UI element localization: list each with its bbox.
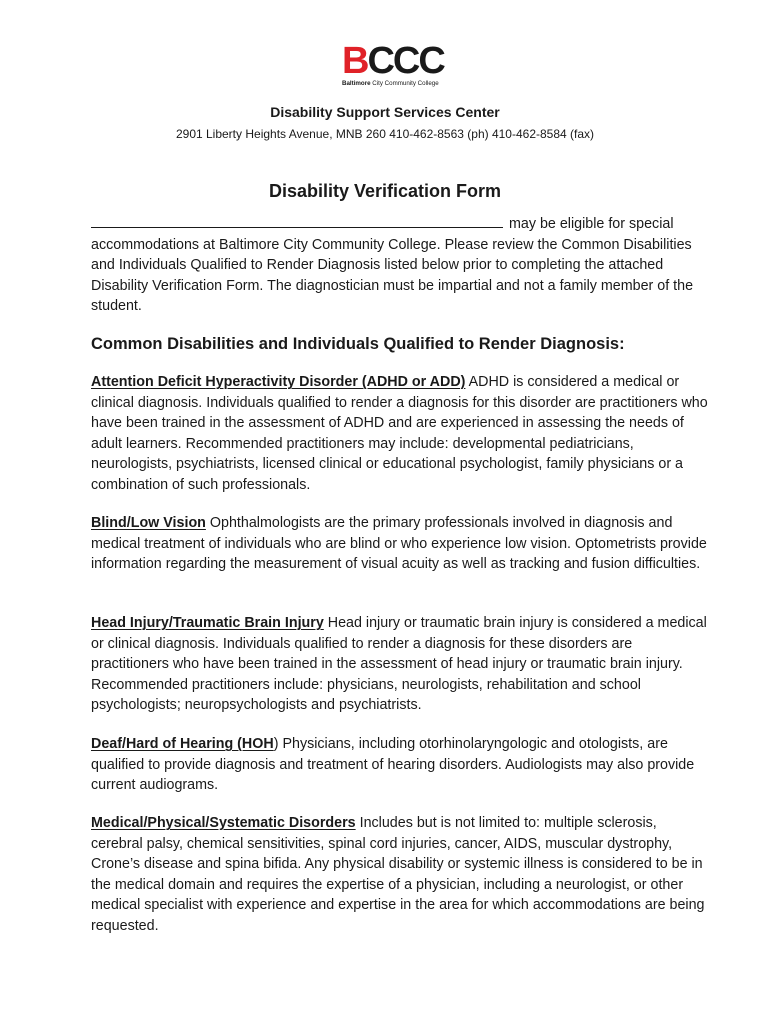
disability-term: Head Injury/Traumatic Brain Injury: [91, 615, 324, 631]
disability-description: ADHD is considered a medical or clinical diagnosis. Individuals qualified to render a diagnosis for this disorder are practitioners who have been trained in the assessment of ADHD and are experienced in assessing the needs of adult learners. Recommended practitioners may include: developmental pediatricians, neurologists, psychiatrists, licensed clinical or educational psychologist, family physicians or a combination of such professionals.: [91, 374, 708, 493]
bccc-logo: [342, 40, 454, 92]
disability-term: Attention Deficit Hyperactivity Disorder (ADHD or ADD): [91, 374, 466, 390]
logo-mark: B CCC: [342, 40, 444, 82]
intro-text: may be eligible for special accommodations at Baltimore City Community College. Please review the Common Disabilities and Individuals Qualified to Render Diagnosis listed below prior to completing the attached Disability Verification Form. The diagnostician must be impartial and not a family member of the student.: [91, 216, 694, 315]
disability-paragraph-blind: [91, 513, 711, 575]
student-name-blank-line: [91, 213, 503, 228]
disability-paragraph-deaf: [91, 734, 711, 796]
intro-paragraph: [91, 213, 711, 317]
office-name: Disability Support Services Center: [270, 104, 500, 120]
disability-paragraph-medical: [91, 813, 711, 937]
disability-paragraph-head-injury: [91, 613, 711, 716]
disability-term: Deaf/Hard of Hearing (HOH: [91, 736, 274, 752]
disability-term: Blind/Low Vision: [91, 515, 206, 531]
disability-description: Includes but is not limited to: multiple sclerosis, cerebral palsy, chemical sensitivities, spinal cord injuries, cancer, AIDS, muscular dystrophy, Crone’s disease and spina bifida. Any physical disability or systemic illness is considered to be in the medical domain and requires the expertise of a physician, including a neurologist, or other medical specialist with experience and expertise in the area for which accommodations are being requested.: [91, 815, 705, 934]
disability-description: Head injury or traumatic brain injury is considered a medical or clinical diagnosis. Individuals qualified to render a diagnosis for these disorders are practitioners who have been trained in the assessment of head injury or traumatic brain injury. Recommended practitioners include: physicians, neurologists, rehabilitation and school psychologists; neuropsychologists and psychiatrists.: [91, 615, 707, 714]
form-title: Disability Verification Form: [268, 181, 502, 201]
disability-description: ) Physicians, including otorhinolaryngologic and otologists, are qualified to provide diagnosis and treatment of hearing disorders. Audiologists may also provide current audiograms.: [91, 736, 695, 794]
section-heading: Common Disabilities and Individuals Qualified to Render Diagnosis:: [91, 335, 625, 353]
disability-term: Medical/Physical/Systematic Disorders: [91, 815, 356, 831]
logo-subtitle: Baltimore City Community College: [342, 80, 439, 87]
disability-paragraph-adhd: [91, 372, 711, 496]
office-address: 2901 Liberty Heights Avenue, MNB 260 410-462-8563 (ph) 410-462-8584 (fax): [175, 127, 595, 141]
disability-description: Ophthalmologists are the primary professionals involved in diagnosis and medical treatment of individuals who are blind or who experience low vision. Optometrists provide information regarding the measurement of visual acuity as well as tracking and fusion difficulties.: [91, 515, 707, 573]
